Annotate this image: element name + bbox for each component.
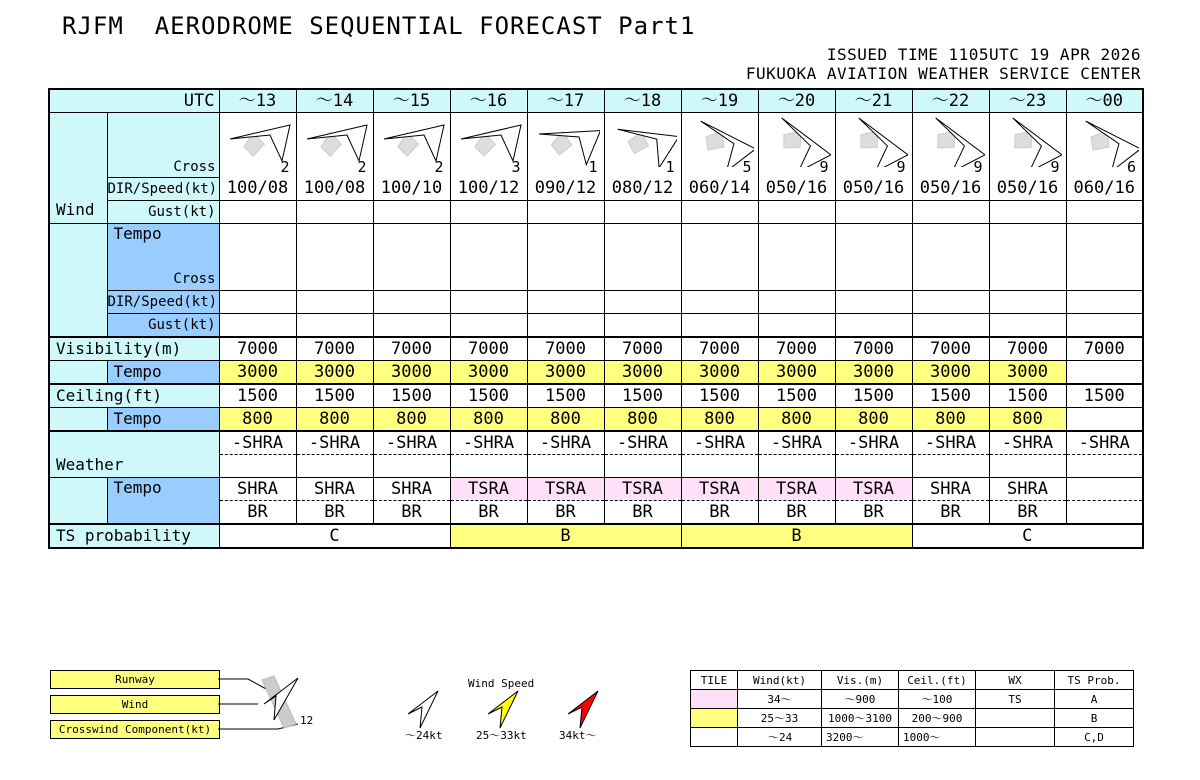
gust-value [989, 200, 1066, 223]
dir-speed-value: 080/12 [604, 177, 681, 200]
dir-speed-value: 060/14 [681, 177, 758, 200]
weather-value: -SHRA [989, 431, 1066, 455]
crosswind-value: 2 [280, 158, 290, 176]
wind-arrow-cell [835, 113, 912, 178]
td-ceil: 200～900 [899, 709, 976, 728]
dir-speed-value: 100/08 [219, 177, 296, 200]
dir-speed-value: 050/16 [912, 177, 989, 200]
tempo-wind-arrow [758, 223, 835, 268]
tempo-dir-label: DIR/Speed(kt) [107, 290, 219, 313]
hour-header: ～19 [681, 89, 758, 113]
tempo-cross-value [296, 268, 373, 291]
hour-header: ～20 [758, 89, 835, 113]
weather-tempo-value: TSRA [835, 477, 912, 500]
crosswind-value: 1 [588, 158, 598, 176]
visibility-tempo-value: 3000 [835, 360, 912, 384]
wind-speed-title: Wind Speed [468, 677, 535, 690]
dir-speed-value: 060/16 [1066, 177, 1143, 200]
weather-tempo-value-2: BR [373, 500, 450, 524]
gust-value [835, 200, 912, 223]
weather-tempo-value-2: BR [604, 500, 681, 524]
weather-tempo-value: SHRA [912, 477, 989, 500]
tempo-wind-arrow [296, 223, 373, 268]
wind-arrow-cell [450, 113, 527, 178]
threshold-header-row [691, 671, 1134, 690]
tempo-dir-row [49, 290, 1143, 313]
ceiling-value: 1500 [758, 384, 835, 408]
tempo-label: Tempo [107, 477, 219, 524]
crosswind-value: 2 [434, 158, 444, 176]
ceiling-tempo-value: 800 [450, 407, 527, 431]
weather-value: -SHRA [219, 431, 296, 455]
th-vis: Vis.(m) [822, 671, 899, 690]
tempo-cross-value [1066, 268, 1143, 291]
cross-label: Cross [107, 113, 219, 178]
weather-value: -SHRA [373, 431, 450, 455]
td-ts: A [1055, 690, 1134, 709]
crosswind-value: 9 [896, 158, 906, 176]
wind-arrow-cell [1066, 113, 1143, 178]
tempo-label: Tempo [107, 407, 219, 431]
weather-tempo-value-2: BR [835, 500, 912, 524]
weather-tempo-value-2: BR [912, 500, 989, 524]
speed-low-label: ～24kt [405, 729, 443, 742]
tempo-dir-value [989, 290, 1066, 313]
ceiling-tempo-row [49, 407, 1143, 431]
wind-arrow-cell [758, 113, 835, 178]
hour-header: ～16 [450, 89, 527, 113]
td-wx [976, 728, 1055, 747]
visibility-value: 7000 [527, 337, 604, 361]
weather-value-2 [604, 454, 681, 477]
tempo-cross-label: Cross [107, 268, 219, 291]
tempo-dir-value [219, 290, 296, 313]
td-ceil: ～100 [899, 690, 976, 709]
visibility-row [49, 337, 1143, 361]
td-vis: ～900 [822, 690, 899, 709]
weather-tempo-value-2: BR [758, 500, 835, 524]
weather-value-2 [758, 454, 835, 477]
utc-row [49, 89, 1143, 113]
ts-prob-row [49, 524, 1143, 548]
ceiling-tempo-value: 800 [758, 407, 835, 431]
ceiling-value: 1500 [1066, 384, 1143, 408]
weather-tempo-value: TSRA [527, 477, 604, 500]
tile-pink [691, 690, 738, 709]
weather-tempo-row [49, 477, 1143, 500]
weather-tempo-value: TSRA [758, 477, 835, 500]
tempo-cross-value [527, 268, 604, 291]
ceiling-label: Ceiling(ft) [49, 384, 219, 408]
crosswind-value: 9 [819, 158, 829, 176]
gust-value [373, 200, 450, 223]
visibility-value: 7000 [296, 337, 373, 361]
gust-label: Gust(kt) [107, 200, 219, 223]
hour-header: ～15 [373, 89, 450, 113]
ts-prob-value: B [681, 524, 912, 548]
hour-header: ～22 [912, 89, 989, 113]
threshold-row-a [691, 690, 1134, 709]
weather-value-2 [450, 454, 527, 477]
visibility-value: 7000 [989, 337, 1066, 361]
tempo-gust-value [604, 313, 681, 337]
crosswind-value: 3 [511, 158, 521, 176]
td-ceil: 1000～ [899, 728, 976, 747]
tempo-dir-value [527, 290, 604, 313]
ceiling-value: 1500 [219, 384, 296, 408]
dir-speed-value: 050/16 [758, 177, 835, 200]
ceiling-tempo-value: 800 [681, 407, 758, 431]
tempo-dir-value [373, 290, 450, 313]
ceiling-value: 1500 [604, 384, 681, 408]
td-wind: 25～33 [738, 709, 822, 728]
weather-value: -SHRA [527, 431, 604, 455]
wind-arrow-cell [912, 113, 989, 178]
ceiling-value: 1500 [835, 384, 912, 408]
ts-prob-value: C [912, 524, 1143, 548]
td-ts: C,D [1055, 728, 1134, 747]
gust-value [758, 200, 835, 223]
tempo-dir-value [835, 290, 912, 313]
legend-runway: Runway [50, 670, 220, 689]
tempo-dir-value [296, 290, 373, 313]
wind-arrow-cell [527, 113, 604, 178]
wind-label: Wind [49, 113, 107, 224]
dir-speed-value: 050/16 [989, 177, 1066, 200]
ceiling-tempo-value: 800 [373, 407, 450, 431]
th-wx: WX [976, 671, 1055, 690]
visibility-tempo-value: 3000 [758, 360, 835, 384]
weather-value: -SHRA [450, 431, 527, 455]
tempo-label: Tempo [107, 360, 219, 384]
ceiling-tempo-value: 800 [912, 407, 989, 431]
visibility-value: 7000 [604, 337, 681, 361]
legend-diagram [218, 672, 328, 742]
weather-value-2 [527, 454, 604, 477]
arrow-low-icon [408, 691, 438, 728]
ceiling-tempo-value: 800 [296, 407, 373, 431]
tempo-gust-value [912, 313, 989, 337]
weather-value-2 [296, 454, 373, 477]
gust-value [681, 200, 758, 223]
hour-header: ～23 [989, 89, 1066, 113]
gust-value [527, 200, 604, 223]
wind-arrow-cell [681, 113, 758, 178]
weather-tempo-value-2: BR [527, 500, 604, 524]
tempo-gust-label: Gust(kt) [107, 313, 219, 337]
weather-value: -SHRA [681, 431, 758, 455]
tempo-gust-value [527, 313, 604, 337]
weather-value: -SHRA [835, 431, 912, 455]
weather-tempo-value: TSRA [681, 477, 758, 500]
gust-row [49, 200, 1143, 223]
visibility-tempo-value: 3000 [912, 360, 989, 384]
wind-arrow-cell [219, 113, 296, 178]
tempo-wind-arrow [835, 223, 912, 268]
tempo-wind-arrow [450, 223, 527, 268]
th-ceil: Ceil.(ft) [899, 671, 976, 690]
dir-speed-value: 100/10 [373, 177, 450, 200]
legend-wind: Wind [50, 695, 220, 714]
visibility-tempo-row [49, 360, 1143, 384]
td-wind: 34～ [738, 690, 822, 709]
ceiling-tempo-value [1066, 407, 1143, 431]
hour-header: ～21 [835, 89, 912, 113]
legend-example-cross: 12 [300, 714, 314, 727]
ceiling-tempo-value: 800 [989, 407, 1066, 431]
tempo-wind-arrow [989, 223, 1066, 268]
weather-value-2 [835, 454, 912, 477]
ceiling-value: 1500 [912, 384, 989, 408]
th-tile: TILE [691, 671, 738, 690]
gust-value [912, 200, 989, 223]
crosswind-value: 6 [1126, 158, 1136, 176]
visibility-tempo-value: 3000 [450, 360, 527, 384]
tempo-cross-value [912, 268, 989, 291]
visibility-value: 7000 [912, 337, 989, 361]
ceiling-value: 1500 [989, 384, 1066, 408]
visibility-value: 7000 [758, 337, 835, 361]
visibility-tempo-value: 3000 [296, 360, 373, 384]
threshold-table [690, 670, 1134, 747]
tempo-wind-arrow [681, 223, 758, 268]
hour-header: ～17 [527, 89, 604, 113]
weather-tempo-value: TSRA [450, 477, 527, 500]
weather-value-2 [681, 454, 758, 477]
td-vis: 1000～3100 [822, 709, 899, 728]
wind-arrow-cell [989, 113, 1066, 178]
arrow-high-icon [568, 691, 598, 728]
tempo-wind-arrow [527, 223, 604, 268]
crosswind-value: 9 [973, 158, 983, 176]
tempo-dir-value [604, 290, 681, 313]
tempo-label: Tempo [107, 223, 219, 268]
crosswind-value: 5 [742, 158, 752, 176]
hour-header: ～00 [1066, 89, 1143, 113]
tempo-wind-arrow [219, 223, 296, 268]
weather-tempo-value: SHRA [989, 477, 1066, 500]
weather-value-2 [1066, 454, 1143, 477]
tempo-wind-arrow [604, 223, 681, 268]
tempo-dir-value [681, 290, 758, 313]
td-wx [976, 709, 1055, 728]
visibility-tempo-value [1066, 360, 1143, 384]
visibility-value: 7000 [835, 337, 912, 361]
weather-value: -SHRA [1066, 431, 1143, 455]
dir-speed-value: 090/12 [527, 177, 604, 200]
tempo-gust-value [296, 313, 373, 337]
hour-header: ～13 [219, 89, 296, 113]
tempo-wind-arrow [1066, 223, 1143, 268]
th-tsprob: TS Prob. [1055, 671, 1134, 690]
weather-tempo-value: SHRA [296, 477, 373, 500]
weather-tempo-value-2: BR [296, 500, 373, 524]
crosswind-value: 1 [665, 158, 675, 176]
crosswind-value: 9 [1050, 158, 1060, 176]
weather-value-2 [373, 454, 450, 477]
tempo-wind-arrow [912, 223, 989, 268]
utc-label: UTC [49, 89, 219, 113]
weather-value: -SHRA [604, 431, 681, 455]
weather-tempo-value-2: BR [989, 500, 1066, 524]
weather-tempo-value: SHRA [219, 477, 296, 500]
speed-high-label: 34kt～ [559, 729, 597, 742]
tempo-gust-value [681, 313, 758, 337]
tempo-gust-value [989, 313, 1066, 337]
tempo-gust-value [219, 313, 296, 337]
spacer-cell [49, 407, 107, 431]
weather-tempo-value-2: BR [219, 500, 296, 524]
ceiling-row [49, 384, 1143, 408]
weather-row [49, 431, 1143, 455]
page-title: RJFM AERODROME SEQUENTIAL FORECAST Part1 [62, 12, 696, 40]
threshold-row-c [691, 728, 1134, 747]
weather-tempo-value [1066, 477, 1143, 500]
td-wx: TS [976, 690, 1055, 709]
visibility-value: 7000 [373, 337, 450, 361]
visibility-tempo-value: 3000 [527, 360, 604, 384]
ts-prob-value: C [219, 524, 450, 548]
weather-value-2 [989, 454, 1066, 477]
tile-white [691, 728, 738, 747]
tempo-dir-value [912, 290, 989, 313]
weather-tempo-value-2: BR [681, 500, 758, 524]
weather-value-2 [219, 454, 296, 477]
wind-arrow-cell [604, 113, 681, 178]
weather-value-2 [912, 454, 989, 477]
tempo-gust-value [1066, 313, 1143, 337]
tempo-gust-row [49, 313, 1143, 337]
spacer-cell [49, 477, 107, 524]
tempo-wind-row [49, 223, 1143, 268]
visibility-tempo-value: 3000 [989, 360, 1066, 384]
dir-speed-label: DIR/Speed(kt) [107, 177, 219, 200]
gust-value [1066, 200, 1143, 223]
weather-tempo-value: TSRA [604, 477, 681, 500]
crosswind-value: 2 [357, 158, 367, 176]
gust-value [450, 200, 527, 223]
ceiling-tempo-value: 800 [835, 407, 912, 431]
ceiling-value: 1500 [373, 384, 450, 408]
ceiling-tempo-value: 800 [219, 407, 296, 431]
td-vis: 3200～ [822, 728, 899, 747]
weather-tempo-value-2 [1066, 500, 1143, 524]
weather-tempo-value: SHRA [373, 477, 450, 500]
issuing-center: FUKUOKA AVIATION WEATHER SERVICE CENTER [745, 64, 1141, 83]
tempo-cross-value [604, 268, 681, 291]
weather-value: -SHRA [912, 431, 989, 455]
weather-value: -SHRA [758, 431, 835, 455]
tempo-dir-value [450, 290, 527, 313]
weather-tempo-value-2: BR [450, 500, 527, 524]
tempo-cross-row [49, 268, 1143, 291]
tempo-wind-arrow [373, 223, 450, 268]
spacer-cell [49, 360, 107, 384]
tempo-cross-value [450, 268, 527, 291]
ceiling-tempo-value: 800 [527, 407, 604, 431]
tempo-gust-value [758, 313, 835, 337]
speed-mid-label: 25～33kt [476, 729, 527, 742]
ceiling-tempo-value: 800 [604, 407, 681, 431]
gust-value [296, 200, 373, 223]
issued-block [746, 45, 1141, 83]
hour-header: ～14 [296, 89, 373, 113]
tempo-dir-value [1066, 290, 1143, 313]
ts-prob-value: B [450, 524, 681, 548]
dir-speed-value: 100/12 [450, 177, 527, 200]
visibility-label: Visibility(m) [49, 337, 219, 361]
tempo-gust-value [450, 313, 527, 337]
tempo-cross-value [758, 268, 835, 291]
weather-value: -SHRA [296, 431, 373, 455]
tempo-cross-value [681, 268, 758, 291]
dir-speed-value: 100/08 [296, 177, 373, 200]
weather-label: Weather [49, 431, 219, 478]
gust-value [604, 200, 681, 223]
tempo-gust-value [373, 313, 450, 337]
forecast-table [48, 88, 1144, 549]
dir-speed-value: 050/16 [835, 177, 912, 200]
tempo-cross-value [989, 268, 1066, 291]
legend-crosswind: Crosswind Component(kt) [50, 720, 220, 739]
visibility-tempo-value: 3000 [373, 360, 450, 384]
gust-value [219, 200, 296, 223]
td-wind: ～24 [738, 728, 822, 747]
ceiling-value: 1500 [296, 384, 373, 408]
arrow-mid-icon [488, 691, 518, 728]
hour-header: ～18 [604, 89, 681, 113]
ts-prob-label: TS probability [49, 524, 219, 548]
spacer-cell [49, 223, 107, 337]
tempo-cross-value [219, 268, 296, 291]
visibility-tempo-value: 3000 [219, 360, 296, 384]
cross-row [49, 113, 1143, 178]
ceiling-value: 1500 [527, 384, 604, 408]
tempo-cross-value [373, 268, 450, 291]
wind-arrow-cell [296, 113, 373, 178]
tempo-cross-value [835, 268, 912, 291]
threshold-row-b [691, 709, 1134, 728]
ceiling-value: 1500 [450, 384, 527, 408]
issued-time: ISSUED TIME 1105UTC 19 APR 2026 [826, 45, 1141, 64]
td-ts: B [1055, 709, 1134, 728]
tempo-gust-value [835, 313, 912, 337]
tempo-dir-value [758, 290, 835, 313]
visibility-tempo-value: 3000 [604, 360, 681, 384]
visibility-tempo-value: 3000 [681, 360, 758, 384]
visibility-value: 7000 [1066, 337, 1143, 361]
wind-arrow-cell [373, 113, 450, 178]
visibility-value: 7000 [219, 337, 296, 361]
ceiling-value: 1500 [681, 384, 758, 408]
visibility-value: 7000 [450, 337, 527, 361]
visibility-value: 7000 [681, 337, 758, 361]
tile-yellow [691, 709, 738, 728]
dir-speed-row [49, 177, 1143, 200]
th-wind: Wind(kt) [738, 671, 822, 690]
